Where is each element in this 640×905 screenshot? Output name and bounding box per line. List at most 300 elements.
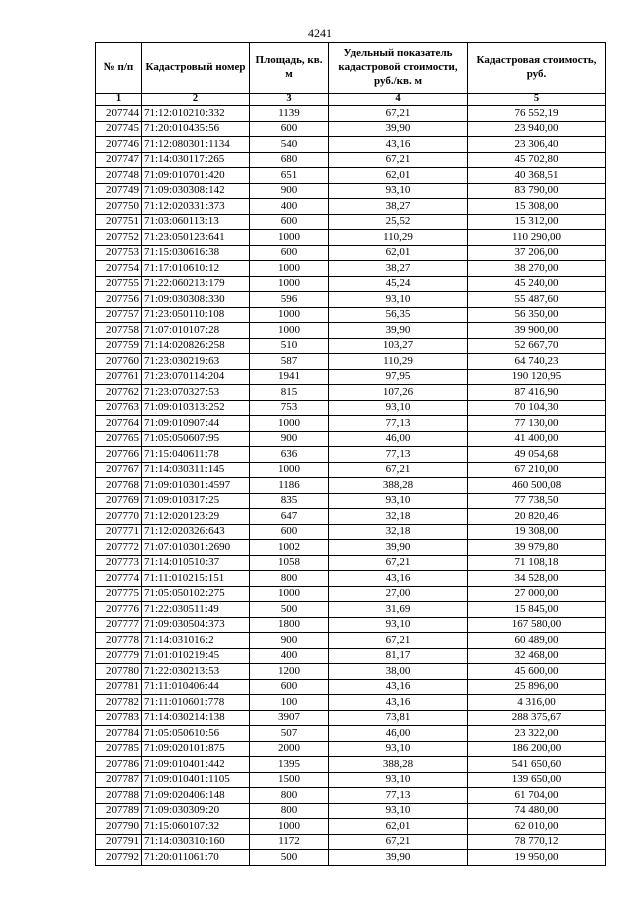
area-cell: 1002 bbox=[250, 540, 329, 556]
cadastral-number-cell: 71:09:010313:252 bbox=[142, 400, 250, 416]
unit-value-cell: 93,10 bbox=[329, 493, 468, 509]
table-body bbox=[96, 106, 606, 866]
table-row bbox=[96, 214, 606, 230]
table-row bbox=[96, 648, 606, 664]
unit-value-cell: 73,81 bbox=[329, 710, 468, 726]
cadastral-value-cell: 39 900,00 bbox=[468, 323, 606, 339]
area-cell: 1000 bbox=[250, 230, 329, 246]
table-row bbox=[96, 555, 606, 571]
table-row bbox=[96, 292, 606, 308]
area-cell: 600 bbox=[250, 524, 329, 540]
unit-value-cell: 93,10 bbox=[329, 772, 468, 788]
cadastral-value-cell: 45 702,80 bbox=[468, 152, 606, 168]
area-cell: 600 bbox=[250, 214, 329, 230]
unit-value-cell: 67,21 bbox=[329, 555, 468, 571]
table-header-row bbox=[96, 43, 606, 94]
cadastral-number-cell: 71:12:020331:373 bbox=[142, 199, 250, 215]
row-number-cell: 207748 bbox=[96, 168, 142, 184]
cadastral-number-cell: 71:09:010401:1105 bbox=[142, 772, 250, 788]
cadastral-value-cell: 23 306,40 bbox=[468, 137, 606, 153]
cadastral-value-cell: 77 738,50 bbox=[468, 493, 606, 509]
cadastral-number-cell: 71:14:031016:2 bbox=[142, 633, 250, 649]
area-cell: 1395 bbox=[250, 757, 329, 773]
table-row bbox=[96, 400, 606, 416]
unit-value-cell: 32,18 bbox=[329, 524, 468, 540]
row-number-cell: 207767 bbox=[96, 462, 142, 478]
row-number-cell: 207750 bbox=[96, 199, 142, 215]
column-number: 2 bbox=[142, 94, 250, 106]
table-row bbox=[96, 323, 606, 339]
row-number-cell: 207768 bbox=[96, 478, 142, 494]
unit-value-cell: 39,90 bbox=[329, 121, 468, 137]
cadastral-value-cell: 190 120,95 bbox=[468, 369, 606, 385]
table-row bbox=[96, 307, 606, 323]
cadastral-value-cell: 19 950,00 bbox=[468, 850, 606, 866]
unit-value-cell: 77,13 bbox=[329, 447, 468, 463]
unit-value-cell: 77,13 bbox=[329, 416, 468, 432]
cadastral-number-cell: 71:07:010107:28 bbox=[142, 323, 250, 339]
header-cadastral-number: Кадастровый номер bbox=[142, 43, 250, 94]
cadastral-value-cell: 25 896,00 bbox=[468, 679, 606, 695]
header-row-number: № п/п bbox=[96, 43, 142, 94]
column-number: 3 bbox=[250, 94, 329, 106]
cadastral-number-cell: 71:17:010610:12 bbox=[142, 261, 250, 277]
area-cell: 1000 bbox=[250, 307, 329, 323]
unit-value-cell: 93,10 bbox=[329, 741, 468, 757]
area-cell: 1186 bbox=[250, 478, 329, 494]
cadastral-value-cell: 288 375,67 bbox=[468, 710, 606, 726]
table-row bbox=[96, 772, 606, 788]
cadastral-value-cell: 37 206,00 bbox=[468, 245, 606, 261]
cadastral-value-cell: 15 312,00 bbox=[468, 214, 606, 230]
unit-value-cell: 93,10 bbox=[329, 292, 468, 308]
cadastral-value-cell: 49 054,68 bbox=[468, 447, 606, 463]
cadastral-value-cell: 45 600,00 bbox=[468, 664, 606, 680]
area-cell: 587 bbox=[250, 354, 329, 370]
cadastral-number-cell: 71:09:020406:148 bbox=[142, 788, 250, 804]
unit-value-cell: 67,21 bbox=[329, 834, 468, 850]
unit-value-cell: 56,35 bbox=[329, 307, 468, 323]
area-cell: 596 bbox=[250, 292, 329, 308]
unit-value-cell: 32,18 bbox=[329, 509, 468, 525]
area-cell: 1000 bbox=[250, 261, 329, 277]
table-row bbox=[96, 447, 606, 463]
row-number-cell: 207759 bbox=[96, 338, 142, 354]
cadastral-number-cell: 71:09:020101:875 bbox=[142, 741, 250, 757]
table-row bbox=[96, 710, 606, 726]
table-row bbox=[96, 230, 606, 246]
cadastral-number-cell: 71:09:030309:20 bbox=[142, 803, 250, 819]
cadastral-value-cell: 60 489,00 bbox=[468, 633, 606, 649]
table-row bbox=[96, 540, 606, 556]
area-cell: 600 bbox=[250, 245, 329, 261]
row-number-cell: 207785 bbox=[96, 741, 142, 757]
table-row bbox=[96, 664, 606, 680]
cadastral-value-table bbox=[95, 42, 606, 866]
cadastral-number-cell: 71:14:010510:37 bbox=[142, 555, 250, 571]
cadastral-value-cell: 55 487,60 bbox=[468, 292, 606, 308]
table-row bbox=[96, 571, 606, 587]
row-number-cell: 207766 bbox=[96, 447, 142, 463]
unit-value-cell: 67,21 bbox=[329, 106, 468, 122]
area-cell: 636 bbox=[250, 447, 329, 463]
table-row bbox=[96, 493, 606, 509]
table-row bbox=[96, 695, 606, 711]
table-column-number-row bbox=[96, 94, 606, 106]
row-number-cell: 207771 bbox=[96, 524, 142, 540]
area-cell: 510 bbox=[250, 338, 329, 354]
cadastral-number-cell: 71:23:070114:204 bbox=[142, 369, 250, 385]
table-row bbox=[96, 354, 606, 370]
unit-value-cell: 43,16 bbox=[329, 137, 468, 153]
row-number-cell: 207787 bbox=[96, 772, 142, 788]
unit-value-cell: 45,24 bbox=[329, 276, 468, 292]
unit-value-cell: 110,29 bbox=[329, 354, 468, 370]
row-number-cell: 207747 bbox=[96, 152, 142, 168]
cadastral-number-cell: 71:20:010435:56 bbox=[142, 121, 250, 137]
area-cell: 753 bbox=[250, 400, 329, 416]
table-row bbox=[96, 385, 606, 401]
cadastral-value-cell: 23 322,00 bbox=[468, 726, 606, 742]
cadastral-number-cell: 71:09:010301:4597 bbox=[142, 478, 250, 494]
cadastral-number-cell: 71:09:010317:25 bbox=[142, 493, 250, 509]
unit-value-cell: 25,52 bbox=[329, 214, 468, 230]
cadastral-number-cell: 71:12:080301:1134 bbox=[142, 137, 250, 153]
header-unit-value: Удельный показатель кадастровой стоимости, руб./кв. м bbox=[329, 43, 468, 94]
cadastral-number-cell: 71:22:030511:49 bbox=[142, 602, 250, 618]
cadastral-number-cell: 71:09:010401:442 bbox=[142, 757, 250, 773]
row-number-cell: 207778 bbox=[96, 633, 142, 649]
row-number-cell: 207746 bbox=[96, 137, 142, 153]
cadastral-value-cell: 39 979,80 bbox=[468, 540, 606, 556]
table-row bbox=[96, 726, 606, 742]
table-row bbox=[96, 121, 606, 137]
cadastral-number-cell: 71:14:020826:258 bbox=[142, 338, 250, 354]
cadastral-value-cell: 45 240,00 bbox=[468, 276, 606, 292]
area-cell: 900 bbox=[250, 431, 329, 447]
cadastral-number-cell: 71:05:050102:275 bbox=[142, 586, 250, 602]
table-row bbox=[96, 245, 606, 261]
cadastral-value-cell: 167 580,00 bbox=[468, 617, 606, 633]
row-number-cell: 207777 bbox=[96, 617, 142, 633]
cadastral-number-cell: 71:15:030616:38 bbox=[142, 245, 250, 261]
cadastral-number-cell: 71:23:070327:53 bbox=[142, 385, 250, 401]
area-cell: 680 bbox=[250, 152, 329, 168]
table-row bbox=[96, 478, 606, 494]
column-number: 4 bbox=[329, 94, 468, 106]
row-number-cell: 207779 bbox=[96, 648, 142, 664]
unit-value-cell: 93,10 bbox=[329, 183, 468, 199]
unit-value-cell: 107,26 bbox=[329, 385, 468, 401]
unit-value-cell: 81,17 bbox=[329, 648, 468, 664]
row-number-cell: 207745 bbox=[96, 121, 142, 137]
table-row bbox=[96, 741, 606, 757]
unit-value-cell: 43,16 bbox=[329, 679, 468, 695]
table-row bbox=[96, 199, 606, 215]
row-number-cell: 207772 bbox=[96, 540, 142, 556]
cadastral-value-cell: 110 290,00 bbox=[468, 230, 606, 246]
unit-value-cell: 38,27 bbox=[329, 199, 468, 215]
cadastral-number-cell: 71:14:030311:145 bbox=[142, 462, 250, 478]
row-number-cell: 207755 bbox=[96, 276, 142, 292]
unit-value-cell: 31,69 bbox=[329, 602, 468, 618]
cadastral-number-cell: 71:09:010701:420 bbox=[142, 168, 250, 184]
area-cell: 800 bbox=[250, 571, 329, 587]
row-number-cell: 207792 bbox=[96, 850, 142, 866]
area-cell: 400 bbox=[250, 199, 329, 215]
cadastral-number-cell: 71:05:050607:95 bbox=[142, 431, 250, 447]
area-cell: 1941 bbox=[250, 369, 329, 385]
area-cell: 800 bbox=[250, 788, 329, 804]
unit-value-cell: 43,16 bbox=[329, 571, 468, 587]
cadastral-value-cell: 460 500,08 bbox=[468, 478, 606, 494]
row-number-cell: 207762 bbox=[96, 385, 142, 401]
area-cell: 540 bbox=[250, 137, 329, 153]
unit-value-cell: 93,10 bbox=[329, 617, 468, 633]
row-number-cell: 207765 bbox=[96, 431, 142, 447]
cadastral-number-cell: 71:22:030213:53 bbox=[142, 664, 250, 680]
area-cell: 500 bbox=[250, 850, 329, 866]
column-number: 5 bbox=[468, 94, 606, 106]
table-row bbox=[96, 757, 606, 773]
cadastral-number-cell: 71:03:060113:13 bbox=[142, 214, 250, 230]
table-row bbox=[96, 431, 606, 447]
unit-value-cell: 110,29 bbox=[329, 230, 468, 246]
table-row bbox=[96, 633, 606, 649]
table-row bbox=[96, 586, 606, 602]
cadastral-value-cell: 67 210,00 bbox=[468, 462, 606, 478]
area-cell: 1000 bbox=[250, 416, 329, 432]
cadastral-value-cell: 61 704,00 bbox=[468, 788, 606, 804]
cadastral-value-cell: 38 270,00 bbox=[468, 261, 606, 277]
table-row bbox=[96, 524, 606, 540]
table-row bbox=[96, 462, 606, 478]
row-number-cell: 207774 bbox=[96, 571, 142, 587]
cadastral-number-cell: 71:22:060213:179 bbox=[142, 276, 250, 292]
area-cell: 815 bbox=[250, 385, 329, 401]
cadastral-number-cell: 71:09:030308:142 bbox=[142, 183, 250, 199]
row-number-cell: 207758 bbox=[96, 323, 142, 339]
row-number-cell: 207753 bbox=[96, 245, 142, 261]
unit-value-cell: 38,27 bbox=[329, 261, 468, 277]
cadastral-number-cell: 71:11:010406:44 bbox=[142, 679, 250, 695]
cadastral-number-cell: 71:14:030214:138 bbox=[142, 710, 250, 726]
header-cadastral-value: Кадастровая стоимость, руб. bbox=[468, 43, 606, 94]
row-number-cell: 207790 bbox=[96, 819, 142, 835]
unit-value-cell: 62,01 bbox=[329, 168, 468, 184]
unit-value-cell: 388,28 bbox=[329, 757, 468, 773]
cadastral-value-cell: 74 480,00 bbox=[468, 803, 606, 819]
area-cell: 1172 bbox=[250, 834, 329, 850]
area-cell: 1139 bbox=[250, 106, 329, 122]
cadastral-value-cell: 23 940,00 bbox=[468, 121, 606, 137]
cadastral-value-cell: 541 650,60 bbox=[468, 757, 606, 773]
unit-value-cell: 38,00 bbox=[329, 664, 468, 680]
table-row bbox=[96, 788, 606, 804]
table-row bbox=[96, 602, 606, 618]
cadastral-number-cell: 71:23:050123:641 bbox=[142, 230, 250, 246]
row-number-cell: 207788 bbox=[96, 788, 142, 804]
area-cell: 1800 bbox=[250, 617, 329, 633]
cadastral-value-cell: 71 108,18 bbox=[468, 555, 606, 571]
unit-value-cell: 67,21 bbox=[329, 462, 468, 478]
unit-value-cell: 62,01 bbox=[329, 245, 468, 261]
table-row bbox=[96, 152, 606, 168]
cadastral-value-cell: 64 740,23 bbox=[468, 354, 606, 370]
row-number-cell: 207781 bbox=[96, 679, 142, 695]
area-cell: 1500 bbox=[250, 772, 329, 788]
row-number-cell: 207789 bbox=[96, 803, 142, 819]
cadastral-value-cell: 139 650,00 bbox=[468, 772, 606, 788]
area-cell: 900 bbox=[250, 183, 329, 199]
unit-value-cell: 46,00 bbox=[329, 431, 468, 447]
unit-value-cell: 39,90 bbox=[329, 323, 468, 339]
row-number-cell: 207784 bbox=[96, 726, 142, 742]
row-number-cell: 207769 bbox=[96, 493, 142, 509]
table-row bbox=[96, 834, 606, 850]
cadastral-value-cell: 19 308,00 bbox=[468, 524, 606, 540]
cadastral-value-cell: 70 104,30 bbox=[468, 400, 606, 416]
cadastral-number-cell: 71:14:030117:265 bbox=[142, 152, 250, 168]
row-number-cell: 207752 bbox=[96, 230, 142, 246]
cadastral-value-cell: 62 010,00 bbox=[468, 819, 606, 835]
area-cell: 1000 bbox=[250, 819, 329, 835]
row-number-cell: 207744 bbox=[96, 106, 142, 122]
row-number-cell: 207764 bbox=[96, 416, 142, 432]
table-row bbox=[96, 276, 606, 292]
row-number-cell: 207751 bbox=[96, 214, 142, 230]
area-cell: 647 bbox=[250, 509, 329, 525]
cadastral-value-cell: 83 790,00 bbox=[468, 183, 606, 199]
unit-value-cell: 62,01 bbox=[329, 819, 468, 835]
row-number-cell: 207776 bbox=[96, 602, 142, 618]
row-number-cell: 207786 bbox=[96, 757, 142, 773]
table-row bbox=[96, 106, 606, 122]
table-row bbox=[96, 338, 606, 354]
cadastral-number-cell: 71:07:010301:2690 bbox=[142, 540, 250, 556]
table-row bbox=[96, 183, 606, 199]
unit-value-cell: 93,10 bbox=[329, 803, 468, 819]
row-number-cell: 207754 bbox=[96, 261, 142, 277]
cadastral-number-cell: 71:23:050110:108 bbox=[142, 307, 250, 323]
table-row bbox=[96, 416, 606, 432]
area-cell: 2000 bbox=[250, 741, 329, 757]
area-cell: 1200 bbox=[250, 664, 329, 680]
cadastral-number-cell: 71:01:010219:45 bbox=[142, 648, 250, 664]
cadastral-number-cell: 71:09:010907:44 bbox=[142, 416, 250, 432]
row-number-cell: 207782 bbox=[96, 695, 142, 711]
area-cell: 600 bbox=[250, 679, 329, 695]
cadastral-number-cell: 71:09:030504:373 bbox=[142, 617, 250, 633]
row-number-cell: 207770 bbox=[96, 509, 142, 525]
cadastral-number-cell: 71:05:050610:56 bbox=[142, 726, 250, 742]
row-number-cell: 207775 bbox=[96, 586, 142, 602]
table-row bbox=[96, 261, 606, 277]
cadastral-value-cell: 78 770,12 bbox=[468, 834, 606, 850]
cadastral-value-cell: 40 368,51 bbox=[468, 168, 606, 184]
cadastral-value-cell: 15 845,00 bbox=[468, 602, 606, 618]
cadastral-number-cell: 71:15:040611:78 bbox=[142, 447, 250, 463]
area-cell: 900 bbox=[250, 633, 329, 649]
cadastral-number-cell: 71:12:020326:643 bbox=[142, 524, 250, 540]
cadastral-value-cell: 4 316,00 bbox=[468, 695, 606, 711]
cadastral-value-cell: 52 667,70 bbox=[468, 338, 606, 354]
area-cell: 500 bbox=[250, 602, 329, 618]
table-row bbox=[96, 369, 606, 385]
area-cell: 3907 bbox=[250, 710, 329, 726]
unit-value-cell: 388,28 bbox=[329, 478, 468, 494]
page-number: 4241 bbox=[308, 26, 332, 40]
cadastral-value-cell: 76 552,19 bbox=[468, 106, 606, 122]
row-number-cell: 207783 bbox=[96, 710, 142, 726]
unit-value-cell: 39,90 bbox=[329, 850, 468, 866]
unit-value-cell: 67,21 bbox=[329, 152, 468, 168]
unit-value-cell: 67,21 bbox=[329, 633, 468, 649]
area-cell: 1000 bbox=[250, 276, 329, 292]
cadastral-value-cell: 20 820,46 bbox=[468, 509, 606, 525]
cadastral-number-cell: 71:11:010215:151 bbox=[142, 571, 250, 587]
table-row bbox=[96, 679, 606, 695]
unit-value-cell: 43,16 bbox=[329, 695, 468, 711]
area-cell: 835 bbox=[250, 493, 329, 509]
cadastral-value-cell: 27 000,00 bbox=[468, 586, 606, 602]
column-number: 1 bbox=[96, 94, 142, 106]
row-number-cell: 207760 bbox=[96, 354, 142, 370]
cadastral-value-cell: 186 200,00 bbox=[468, 741, 606, 757]
row-number-cell: 207763 bbox=[96, 400, 142, 416]
area-cell: 800 bbox=[250, 803, 329, 819]
cadastral-number-cell: 71:23:030219:63 bbox=[142, 354, 250, 370]
table-row bbox=[96, 509, 606, 525]
area-cell: 1000 bbox=[250, 323, 329, 339]
row-number-cell: 207761 bbox=[96, 369, 142, 385]
unit-value-cell: 103,27 bbox=[329, 338, 468, 354]
table-row bbox=[96, 617, 606, 633]
unit-value-cell: 97,95 bbox=[329, 369, 468, 385]
area-cell: 600 bbox=[250, 121, 329, 137]
cadastral-value-cell: 56 350,00 bbox=[468, 307, 606, 323]
cadastral-value-cell: 34 528,00 bbox=[468, 571, 606, 587]
area-cell: 507 bbox=[250, 726, 329, 742]
area-cell: 651 bbox=[250, 168, 329, 184]
row-number-cell: 207780 bbox=[96, 664, 142, 680]
row-number-cell: 207756 bbox=[96, 292, 142, 308]
area-cell: 100 bbox=[250, 695, 329, 711]
table-row bbox=[96, 137, 606, 153]
cadastral-value-cell: 15 308,00 bbox=[468, 199, 606, 215]
header-area: Площадь, кв. м bbox=[250, 43, 329, 94]
cadastral-number-cell: 71:15:060107:32 bbox=[142, 819, 250, 835]
area-cell: 400 bbox=[250, 648, 329, 664]
unit-value-cell: 27,00 bbox=[329, 586, 468, 602]
area-cell: 1058 bbox=[250, 555, 329, 571]
cadastral-value-cell: 32 468,00 bbox=[468, 648, 606, 664]
cadastral-number-cell: 71:14:030310:160 bbox=[142, 834, 250, 850]
area-cell: 1000 bbox=[250, 462, 329, 478]
cadastral-value-cell: 87 416,90 bbox=[468, 385, 606, 401]
row-number-cell: 207791 bbox=[96, 834, 142, 850]
cadastral-number-cell: 71:11:010601:778 bbox=[142, 695, 250, 711]
row-number-cell: 207749 bbox=[96, 183, 142, 199]
unit-value-cell: 93,10 bbox=[329, 400, 468, 416]
table-row bbox=[96, 819, 606, 835]
table-row bbox=[96, 803, 606, 819]
table-row bbox=[96, 168, 606, 184]
cadastral-number-cell: 71:20:011061:70 bbox=[142, 850, 250, 866]
unit-value-cell: 46,00 bbox=[329, 726, 468, 742]
area-cell: 1000 bbox=[250, 586, 329, 602]
unit-value-cell: 77,13 bbox=[329, 788, 468, 804]
